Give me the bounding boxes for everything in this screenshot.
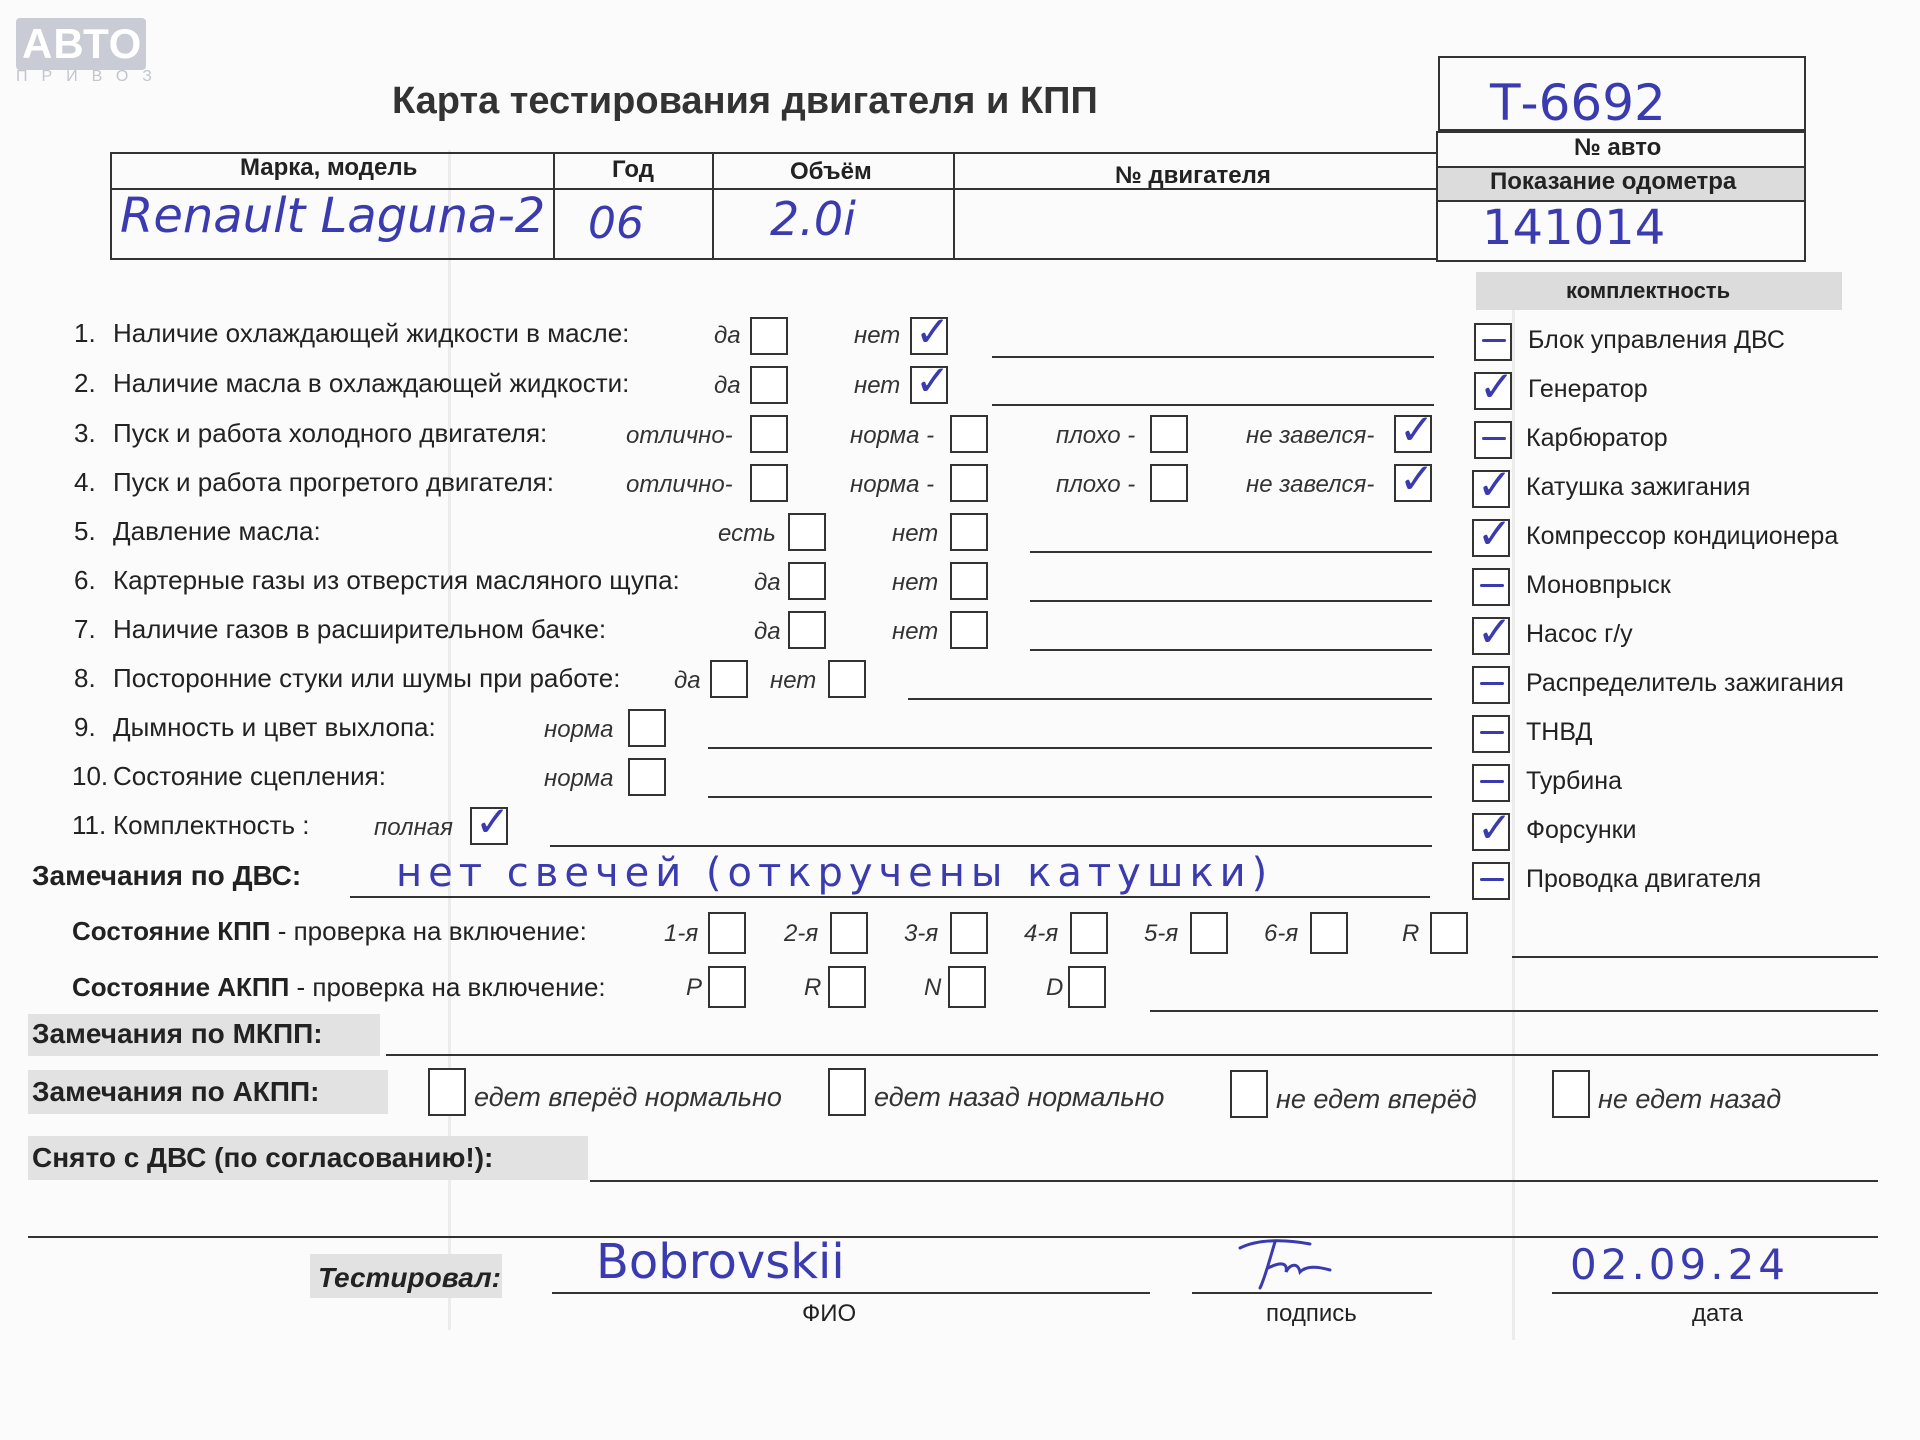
check-label: Наличие масла в охлаждающей жидкости: bbox=[113, 368, 630, 398]
auto-number-label: № авто bbox=[1574, 134, 1662, 161]
completeness-mark[interactable] bbox=[1472, 519, 1510, 557]
completeness-item: ТНВД bbox=[1526, 718, 1593, 746]
gear-checkbox[interactable] bbox=[1430, 912, 1468, 954]
checkbox-yes[interactable] bbox=[788, 562, 826, 600]
position-checkbox[interactable] bbox=[828, 966, 866, 1008]
gear-label: 5-я bbox=[1144, 920, 1179, 947]
gear-label: 4-я bbox=[1024, 920, 1059, 947]
completeness-mark[interactable] bbox=[1474, 372, 1512, 410]
check-num: 11. bbox=[72, 810, 107, 840]
gear-label: R bbox=[1402, 920, 1420, 947]
option-label: да bbox=[714, 322, 741, 349]
option-label: да bbox=[674, 667, 701, 694]
kpp-label: Состояние КПП bbox=[72, 916, 271, 946]
completeness-mark[interactable] bbox=[1472, 470, 1510, 508]
check-num: 10. bbox=[72, 761, 109, 791]
position-label: N bbox=[924, 974, 942, 1001]
option-label: отлично- bbox=[626, 471, 733, 498]
gear-checkbox[interactable] bbox=[1190, 912, 1228, 954]
odometer-label: Показание одометра bbox=[1490, 168, 1737, 195]
option-label: нет bbox=[854, 372, 901, 399]
akpp-forward-ok-checkbox[interactable] bbox=[428, 1068, 466, 1116]
option-label: норма bbox=[544, 765, 614, 792]
akpp-backward-ok-checkbox[interactable] bbox=[828, 1068, 866, 1116]
position-label: P bbox=[686, 974, 703, 1001]
option-label: нет bbox=[770, 667, 817, 694]
gear-label: 1-я bbox=[664, 920, 699, 947]
position-checkbox[interactable] bbox=[948, 966, 986, 1008]
completeness-mark[interactable] bbox=[1472, 764, 1510, 802]
option-label: не завелся- bbox=[1246, 422, 1375, 449]
mkpp-remarks-label: Замечания по МКПП: bbox=[32, 1018, 323, 1049]
logo bbox=[16, 18, 146, 70]
check-label: Комплектность : bbox=[113, 810, 310, 840]
checkbox-yes[interactable] bbox=[710, 660, 748, 698]
checkbox-yes[interactable] bbox=[788, 611, 826, 649]
checkbox-excellent[interactable] bbox=[750, 415, 788, 453]
check-num: 2. bbox=[74, 368, 96, 398]
akpp-label: Состояние АКПП bbox=[72, 972, 290, 1002]
check-label: Состояние сцепления: bbox=[113, 761, 386, 791]
signature bbox=[1220, 1228, 1350, 1298]
check-num: 6. bbox=[74, 565, 96, 595]
checkbox-full[interactable] bbox=[470, 807, 508, 845]
gear-checkbox[interactable] bbox=[1310, 912, 1348, 954]
completeness-item: Катушка зажигания bbox=[1526, 473, 1751, 501]
option-label: норма bbox=[544, 716, 614, 743]
checkbox-bad[interactable] bbox=[1150, 464, 1188, 502]
option-label: не завелся- bbox=[1246, 471, 1375, 498]
check-label: Пуск и работа холодного двигателя: bbox=[113, 418, 548, 448]
checkbox-yes[interactable] bbox=[750, 317, 788, 355]
tester-name: Bobrovskii bbox=[596, 1234, 845, 1290]
check-num: 7. bbox=[74, 614, 96, 644]
completeness-mark[interactable] bbox=[1472, 813, 1510, 851]
gear-checkbox[interactable] bbox=[830, 912, 868, 954]
checkbox-bad[interactable] bbox=[1150, 415, 1188, 453]
completeness-item: Карбюратор bbox=[1526, 424, 1668, 452]
check-label: Картерные газы из отверстия масляного щупа: bbox=[113, 565, 680, 595]
gear-label: 6-я bbox=[1264, 920, 1299, 947]
checkbox-no[interactable] bbox=[910, 317, 948, 355]
logo-text: АВТО bbox=[22, 20, 143, 67]
completeness-item: Генератор bbox=[1528, 375, 1648, 403]
removed-label: Снято с ДВС (по согласованию!): bbox=[32, 1142, 494, 1173]
card-number: Т-6692 bbox=[1490, 74, 1666, 132]
gear-checkbox[interactable] bbox=[950, 912, 988, 954]
completeness-title: комплектность bbox=[1566, 278, 1731, 303]
odometer-value: 141014 bbox=[1482, 200, 1666, 256]
volume-label: Объём bbox=[790, 158, 872, 185]
completeness-item: Проводка двигателя bbox=[1526, 865, 1762, 893]
option-label: нет bbox=[892, 520, 939, 547]
checkbox-no[interactable] bbox=[910, 366, 948, 404]
position-checkbox[interactable] bbox=[1068, 966, 1106, 1008]
completeness-item: Турбина bbox=[1526, 767, 1622, 795]
completeness-mark[interactable] bbox=[1472, 666, 1510, 704]
option-label: норма - bbox=[850, 471, 935, 498]
date-caption: дата bbox=[1692, 1300, 1743, 1327]
completeness-mark[interactable] bbox=[1472, 568, 1510, 606]
option-label: плохо - bbox=[1056, 422, 1136, 449]
position-label: R bbox=[804, 974, 822, 1001]
option-label: нет bbox=[892, 618, 939, 645]
option-label: есть bbox=[718, 520, 776, 547]
year-value: 06 bbox=[588, 198, 644, 249]
check-label: Посторонние стуки или шумы при работе: bbox=[113, 663, 621, 693]
checkbox-normal[interactable] bbox=[628, 709, 666, 747]
option-label: да bbox=[714, 372, 741, 399]
check-num: 3. bbox=[74, 418, 96, 448]
scan-artifact bbox=[1512, 300, 1515, 1340]
check-num: 4. bbox=[74, 467, 96, 497]
option-label: да bbox=[754, 618, 781, 645]
checkbox-no[interactable] bbox=[828, 660, 866, 698]
checkbox-yes[interactable] bbox=[788, 513, 826, 551]
checkbox-no[interactable] bbox=[950, 513, 988, 551]
option-label: да bbox=[754, 569, 781, 596]
completeness-item: Распределитель зажигания bbox=[1526, 669, 1844, 697]
test-date: 02.09.24 bbox=[1570, 1240, 1790, 1289]
sign-caption: подпись bbox=[1266, 1300, 1357, 1327]
completeness-mark[interactable] bbox=[1472, 862, 1510, 900]
checkbox-yes[interactable] bbox=[750, 366, 788, 404]
akpp-option: едет назад нормально bbox=[874, 1082, 1165, 1112]
tested-label: Тестировал: bbox=[318, 1262, 501, 1293]
check-label: Наличие охлаждающей жидкости в масле: bbox=[113, 318, 630, 348]
completeness-item: Блок управления ДВС bbox=[1528, 326, 1785, 354]
akpp-no-forward-checkbox[interactable] bbox=[1230, 1070, 1268, 1118]
fio-caption: ФИО bbox=[802, 1300, 857, 1327]
checkbox-excellent[interactable] bbox=[750, 464, 788, 502]
gear-label: 2-я bbox=[784, 920, 819, 947]
brand-label: Марка, модель bbox=[240, 154, 418, 181]
akpp-option: не едет назад bbox=[1598, 1084, 1782, 1114]
checkbox-normal[interactable] bbox=[628, 758, 666, 796]
brand-value: Renault Laguna-2 bbox=[120, 188, 546, 244]
option-label: нет bbox=[892, 569, 939, 596]
engine-remarks-label: Замечания по ДВС: bbox=[32, 860, 302, 891]
engine-label: № двигателя bbox=[1115, 162, 1271, 189]
year-label: Год bbox=[612, 156, 654, 183]
check-num: 5. bbox=[74, 516, 96, 546]
checkbox-not-started[interactable] bbox=[1394, 415, 1432, 453]
kpp-label-rest: - проверка на включение: bbox=[270, 916, 587, 946]
checkbox-normal[interactable] bbox=[950, 464, 988, 502]
completeness-item: Форсунки bbox=[1526, 816, 1637, 844]
completeness-mark[interactable] bbox=[1474, 421, 1512, 459]
checkbox-no[interactable] bbox=[950, 611, 988, 649]
akpp-option: едет вперёд нормально bbox=[474, 1082, 782, 1112]
gear-label: 3-я bbox=[904, 920, 939, 947]
page-title: Карта тестирования двигателя и КПП bbox=[392, 80, 1098, 122]
option-label: плохо - bbox=[1056, 471, 1136, 498]
engine-remarks-value: нет свечей (откручены катушки) bbox=[396, 850, 1274, 896]
option-label: нет bbox=[854, 322, 901, 349]
check-num: 8. bbox=[74, 663, 96, 693]
volume-value: 2.0i bbox=[770, 192, 856, 246]
check-label: Дымность и цвет выхлопа: bbox=[113, 712, 436, 742]
checkbox-not-started[interactable] bbox=[1394, 464, 1432, 502]
position-label: D bbox=[1046, 974, 1064, 1001]
check-label: Пуск и работа прогретого двигателя: bbox=[113, 467, 554, 497]
check-label: Наличие газов в расширительном бачке: bbox=[113, 614, 607, 644]
akpp-no-backward-checkbox[interactable] bbox=[1552, 1070, 1590, 1118]
check-label: Давление масла: bbox=[113, 516, 321, 546]
akpp-label-rest: - проверка на включение: bbox=[289, 972, 606, 1002]
gear-checkbox[interactable] bbox=[708, 912, 746, 954]
option-label: полная bbox=[374, 814, 453, 841]
akpp-remarks-label: Замечания по АКПП: bbox=[32, 1076, 320, 1107]
completeness-mark[interactable] bbox=[1472, 715, 1510, 753]
completeness-item: Компрессор кондиционера bbox=[1526, 522, 1839, 550]
completeness-item: Моновпрыск bbox=[1526, 571, 1671, 599]
option-label: отлично- bbox=[626, 422, 733, 449]
logo-subtitle: ПРИВОЗ bbox=[16, 68, 166, 85]
position-checkbox[interactable] bbox=[708, 966, 746, 1008]
akpp-option: не едет вперёд bbox=[1276, 1084, 1477, 1114]
check-num: 9. bbox=[74, 712, 96, 742]
completeness-mark[interactable] bbox=[1472, 617, 1510, 655]
option-label: норма - bbox=[850, 422, 935, 449]
gear-checkbox[interactable] bbox=[1070, 912, 1108, 954]
completeness-item: Насос г/у bbox=[1526, 620, 1633, 648]
checkbox-normal[interactable] bbox=[950, 415, 988, 453]
check-num: 1. bbox=[74, 318, 96, 348]
completeness-mark[interactable] bbox=[1474, 323, 1512, 361]
checkbox-no[interactable] bbox=[950, 562, 988, 600]
